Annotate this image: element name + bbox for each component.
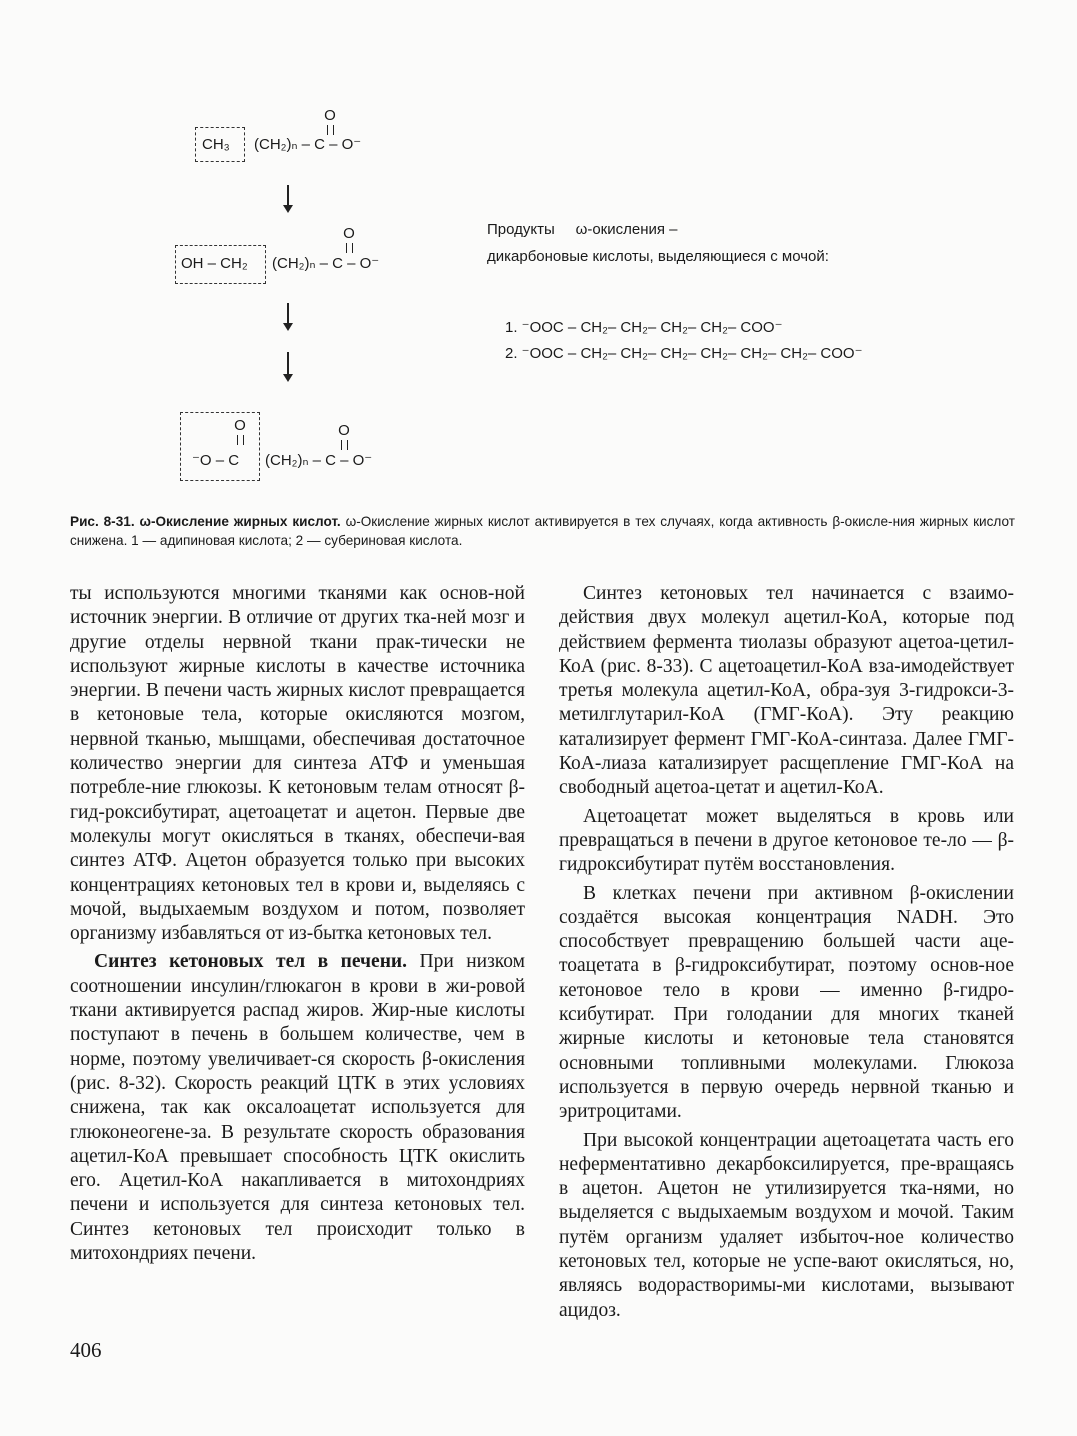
figure-caption-text: ω-Окисление жирных кислот активируется в тех случаях, когда активность β-окисле-ния жирных кислот снижена. 1 — адипиновая кислота; 2 — субериновая кислота. xyxy=(70,514,1016,548)
page-number: 406 xyxy=(70,1338,102,1362)
formula1-box-text: CH₃ xyxy=(202,136,230,153)
formula2-oxygen: O xyxy=(343,225,355,242)
formula2-double-bond xyxy=(346,243,353,253)
arrow-2 xyxy=(287,303,289,325)
arrow-3 xyxy=(287,352,289,376)
formula2-tail: (CH₂)ₙ – C – O⁻ xyxy=(272,255,380,272)
formula2-box-text: OH – CH₂ xyxy=(181,255,248,272)
figure-caption-label: Рис. 8-31. ω-Окисление жирных кислот. xyxy=(70,514,341,529)
formula3-tail: (CH₂)ₙ – C – O⁻ xyxy=(265,452,373,469)
left-paragraph-1: ты используются многими тканями как основ-ной источник энергии. В отличие от других тка-ней мозг и другие отделы нервной ткани прак-тически не используют жирные кислоты в качестве источника энергии. В печени часть жирных кислот превращается в кетоновые тела, которые окисляются мозгом, нервной тканью, мышцами, обеспечивая достаточное количество энергии для синтеза АТФ и уменьшая потребле-ние глюкозы. К кетоновым телам относят β-гид-роксибутират, ацетоацетат и ацетон. Первые две молекулы могут окисляться в тканях, обеспечи-вая синтез АТФ. Ацетон образуется только при высоких концентрациях кетоновых тел в крови и, выделяясь с мочой, выдыхаемым воздухом и потом, позволяет организму избавляться от из-бытка кетоновых тел. xyxy=(70,583,525,945)
section-heading-ketone-synthesis: Синтез кетоновых тел в печени. xyxy=(94,951,408,973)
right-paragraph-2: Ацетоацетат может выделяться в кровь или превращаться в печени в другое кетоновое те-ло — β-гидроксибутират путём восстановления. xyxy=(559,805,1014,876)
products-title-line2: дикарбоновые кислоты, выделяющиеся с мочой: xyxy=(487,248,829,265)
formula3-double-bond-left xyxy=(237,435,244,445)
right-paragraph-3: В клетках печени при активном β-окислении создаётся высокая концентрация NADH. Это способствует превращению большей части аце-тоацетата в β-гидроксибутират, поэтому основ-ное кетоновое тело в крови — именно β-гидро-ксибутират. При голодании для многих тканей жирные кислоты и кетоновые тела становятся основными топливными молекулами. Глюкоза используется в первую очередь нервной тканью и эритроцитами. xyxy=(559,882,1014,1123)
left-paragraph-2 xyxy=(70,950,525,1266)
formula3-box-text: ⁻O – C xyxy=(192,452,240,469)
formula1-double-bond xyxy=(327,125,334,135)
left-paragraph-2-text: При низком соотношении инсулин/глюкагон в крови в жи-ровой ткани активируется распад жиров. Жир-ные кислоты поступают в печень в большем количестве, чем в норме, поэтому увеличивает-ся скорость β-окисления (рис. 8-32). Скорость реакций ЦТК в этих условиях снижена, так как оксалоацетат используется для глюконеогене-за. В результате скорость образования ацетил-КоА превышает способность ЦТК окислить его. Ацетил-КоА накапливается в митохондриях печени и используется для синтеза кетоновых тел. Синтез кетоновых тел происходит только в митохондриях печени. xyxy=(70,951,526,1265)
formula3-group-box xyxy=(180,412,260,481)
arrow-1 xyxy=(287,185,289,207)
products-title-line1: Продукты ω-окисления – xyxy=(487,221,678,238)
formula3-oxygen-right: O xyxy=(338,422,350,439)
figure-8-31 xyxy=(0,0,1077,505)
figure-caption xyxy=(70,512,1015,550)
formula1-oxygen: O xyxy=(324,107,336,124)
left-column xyxy=(70,582,525,1266)
right-paragraph-4: При высокой концентрации ацетоацетата часть его неферментативно декарбоксилируется, пре-вращаясь в ацетон. Ацетон не утилизируется тка-нями, но выделяется с выдыхаемым воздухом и мочой. Таким путём организм удаляет избыточ-ное количество кетоновых тел, которые не успе-вают окисляться, но, являясь водорастворимы-ми кислотами, вызывают ацидоз. xyxy=(559,1129,1014,1321)
product-item-2: 2. ⁻OOC – CH₂– CH₂– CH₂– CH₂– CH₂– CH₂– COO⁻ xyxy=(505,345,863,362)
formula3-double-bond-right xyxy=(341,440,348,450)
right-column xyxy=(559,582,1014,1323)
formula1-tail: (CH₂)ₙ – C – O⁻ xyxy=(254,136,362,153)
formula3-oxygen-left: O xyxy=(234,417,246,434)
product-item-1: 1. ⁻OOC – CH₂– CH₂– CH₂– CH₂– COO⁻ xyxy=(505,319,783,336)
right-paragraph-1: Синтез кетоновых тел начинается с взаимо-действия двух молекул ацетил-КоА, которые под действием фермента тиолазы образуют ацетоа-цетил-КоА (рис. 8-33). С ацетоацетил-КоА вза-имодействует третья молекула ацетил-КоА, обра-зуя 3-гидрокси-3-метилглутарил-КоА (ГМГ-КоА). Эту реакцию катализирует фермент ГМГ-КоА-синтаза. Далее ГМГ-КоА-лиаза катализирует расщепление ГМГ-КоА на свободный ацетоа-цетат и ацетил-КоА. xyxy=(559,583,1014,799)
